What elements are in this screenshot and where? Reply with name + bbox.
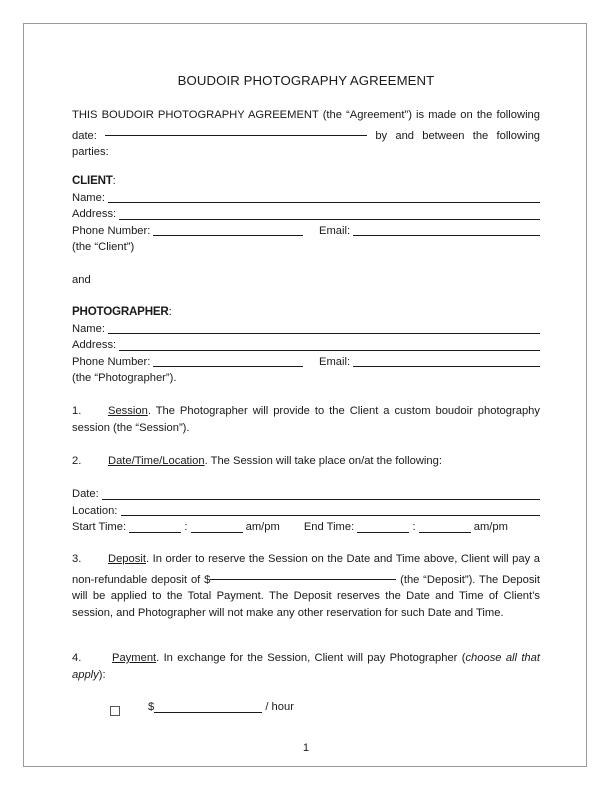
page-number: 1 (302, 742, 310, 754)
intro-paragraph: THIS BOUDOIR PHOTOGRAPHY AGREEMENT (the “Agreement”) is made on the following date: by and between the following parties: (72, 109, 541, 158)
session-title: Session (108, 405, 148, 417)
client-name-field[interactable] (108, 191, 540, 203)
photographer-name-field[interactable] (108, 322, 540, 334)
start-hour-field[interactable] (129, 521, 181, 533)
end-minute-field[interactable] (419, 521, 471, 533)
photographer-email-field[interactable] (353, 355, 540, 367)
client-address-field[interactable] (119, 208, 540, 220)
payment-option-hourly: $ / hour (110, 699, 410, 716)
section-datetime: 2. Date/Time/Location. The Session will take place on/at the following: (72, 455, 442, 467)
section-deposit: 3. Deposit. In order to reserve the Session on the Date and Time above, Client will pay a non-refundable deposit of $ (the “Deposit”). The Deposit will be applied to the Total Payment. The Deposit reserves the Date and Time of Client’s session, and Photographer will not make any other reservation for such Date and Time. (72, 553, 541, 619)
start-minute-field[interactable] (191, 521, 243, 533)
and-text: and (72, 274, 91, 286)
payment-title: Payment (112, 652, 157, 664)
datetime-fields: Date: Location: Start Time: : am/pm End Time: : am/pm (72, 486, 540, 536)
datetime-title: Date/Time/Location (108, 455, 205, 467)
deposit-title: Deposit (108, 553, 146, 565)
photographer-phone-field[interactable] (153, 355, 303, 367)
document-title: BOUDOIR PHOTOGRAPHY AGREEMENT (177, 73, 435, 88)
photographer-designation: (the “Photographer”). (72, 372, 177, 384)
photographer-address-field[interactable] (119, 339, 540, 351)
photographer-section: PHOTOGRAPHER : Name: Address: Phone Number: Email: (the “Photographer”). (72, 304, 540, 387)
photographer-heading: PHOTOGRAPHER (72, 305, 169, 318)
end-hour-field[interactable] (357, 521, 409, 533)
section-session: 1. Session. The Photographer will provide to the Client a custom boudoir photography session (the “Session”). (72, 405, 540, 434)
session-date-field[interactable] (102, 488, 540, 500)
client-designation: (the “Client”) (72, 241, 135, 253)
client-section: CLIENT : Name: Address: Phone Number: Email: (the “Client”) (72, 173, 540, 256)
session-location-field[interactable] (121, 504, 540, 516)
client-heading: CLIENT (72, 174, 113, 187)
hourly-rate-field[interactable] (154, 701, 262, 713)
client-phone-field[interactable] (153, 224, 303, 236)
hourly-checkbox[interactable] (110, 706, 120, 716)
agreement-date-field[interactable] (105, 124, 367, 136)
deposit-amount-field[interactable] (210, 568, 396, 580)
client-email-field[interactable] (353, 224, 540, 236)
section-payment: 4. Payment. In exchange for the Session, Client will pay Photographer (choose all that apply): (72, 652, 540, 681)
